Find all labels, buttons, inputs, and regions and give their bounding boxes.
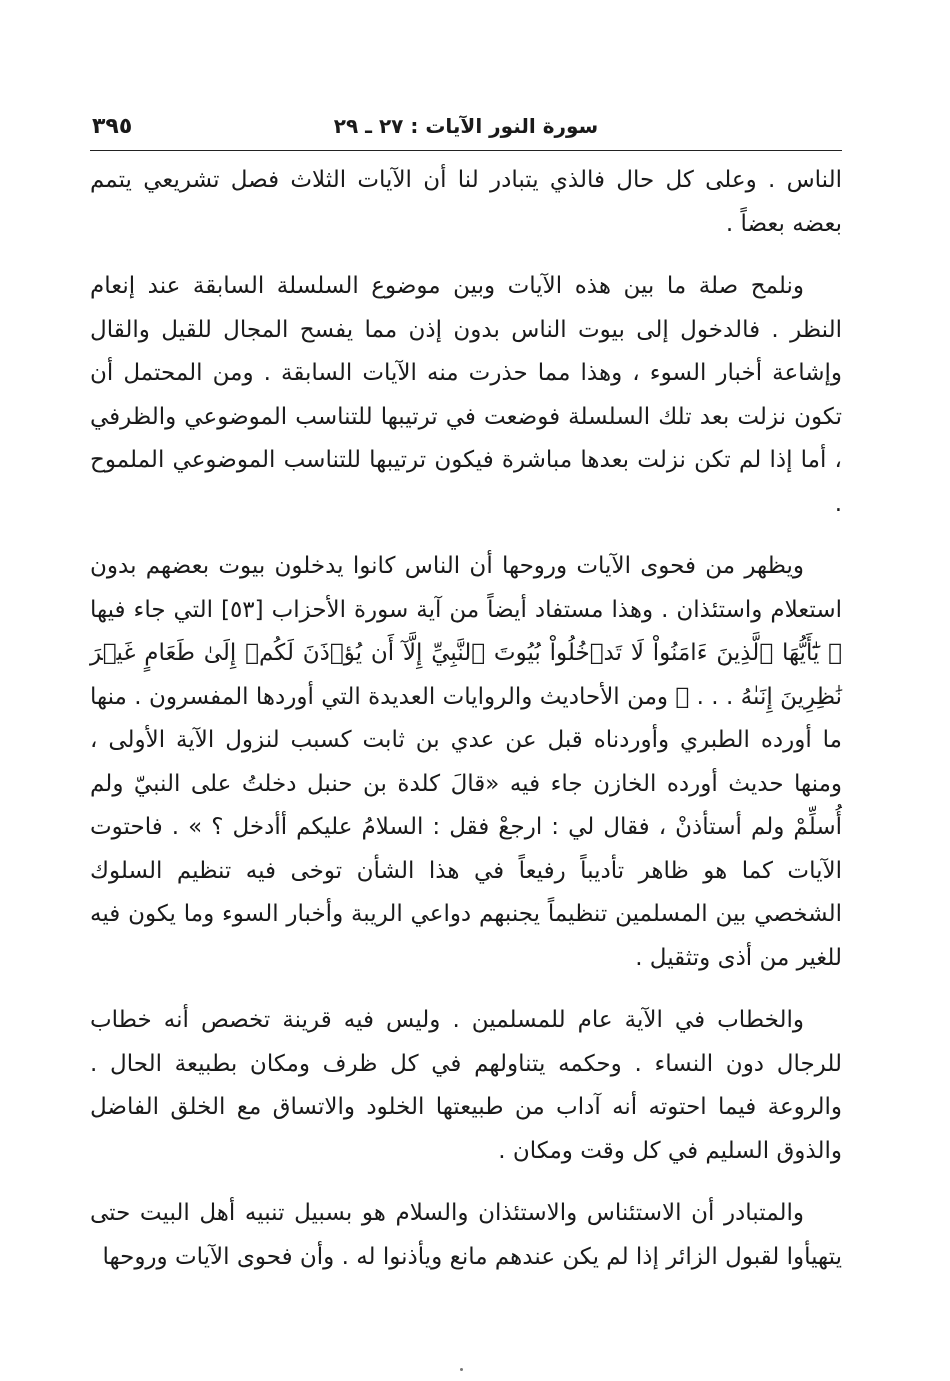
book-page xyxy=(90,108,842,1279)
paragraph-5: والمتبادر أن الاستئناس والاستئذان والسلام هو بسبيل تنبيه أهل البيت حتى يتهيأوا لقبول الزائر إذا لم يكن عندهم مانع ويأذنوا له . وأن فحوى الآيات وروحها xyxy=(90,1200,842,1270)
body-text xyxy=(90,159,842,1279)
paragraph-3: ويظهر من فحوى الآيات وروحها أن الناس كانوا يدخلون بيوت بعضهم بدون استعلام واستئذان . وهذا مستفاد أيضاً من آية سورة الأحزاب [٥٣] التي جاء فيها ﴿ يَٰٓأَيُّهَا ٱلَّذِينَ ءَامَنُواْ لَا تَدۡخُلُواْ بُيُوتَ ٱلنَّبِيِّ إِلَّآ أَن يُؤۡذَنَ لَكُمۡ إِلَىٰ طَعَامٍ غَيۡرَ نَٰظِرِينَ إِنَىٰهُ . . . ﴾ ومن الأحاديث والروايات العديدة التي أوردها المفسرون . منها ما أورده الطبري وأوردناه قبل عن عدي بن ثابت كسبب لنزول الآية الأولى ، ومنها حديث أورده الخازن جاء فيه «قالَ كلدة بن حنبل دخلتُ على النبيّ ولم أُسلِّمْ ولم أستأذنْ ، فقال لي : ارجعْ فقل : السلامُ عليكم أأدخل ؟ » . فاحتوت الآيات كما هو ظاهر تأديباً رفيعاً في هذا الشأن توخى فيه تنظيم السلوك الشخصي بين المسلمين تنظيماً يجنبهم دواعي الريبة وأخبار السوء وما يكون فيه للغير من أذى وتثقيل . xyxy=(90,553,842,971)
page-number: ٣٩٥ xyxy=(92,114,133,139)
surah-title: سورة النور الآيات : ٢٧ ـ ٢٩ xyxy=(333,114,599,138)
paragraph-1: الناس . وعلى كل حال فالذي يتبادر لنا أن الآيات الثلاث فصل تشريعي يتمم بعضه بعضاً . xyxy=(90,167,842,237)
page-dot xyxy=(460,1368,463,1371)
running-header xyxy=(90,108,842,151)
paragraph-4: والخطاب في الآية عام للمسلمين . وليس فيه قرينة تخصص أنه خطاب للرجال دون النساء . وحكمه يتناولهم في كل ظرف ومكان بطبيعة الحال . والروعة فيما احتوته أنه آداب من طبيعتها الخلود والاتساق مع الخلق الفاضل والذوق السليم في كل وقت ومكان . xyxy=(90,1007,842,1164)
paragraph-2: ونلمح صلة ما بين هذه الآيات وبين موضوع السلسلة السابقة عند إنعام النظر . فالدخول إلى بيوت الناس بدون إذن مما يفسح المجال للقيل والقال وإشاعة أخبار السوء ، وهذا مما حذرت منه الآيات السابقة . ومن المحتمل أن تكون نزلت بعد تلك السلسلة فوضعت في ترتيبها للتناسب الموضوعي والظرفي ، أما إذا لم تكن نزلت بعدها مباشرة فيكون ترتيبها للتناسب الموضوعي الملموح . xyxy=(90,273,842,517)
